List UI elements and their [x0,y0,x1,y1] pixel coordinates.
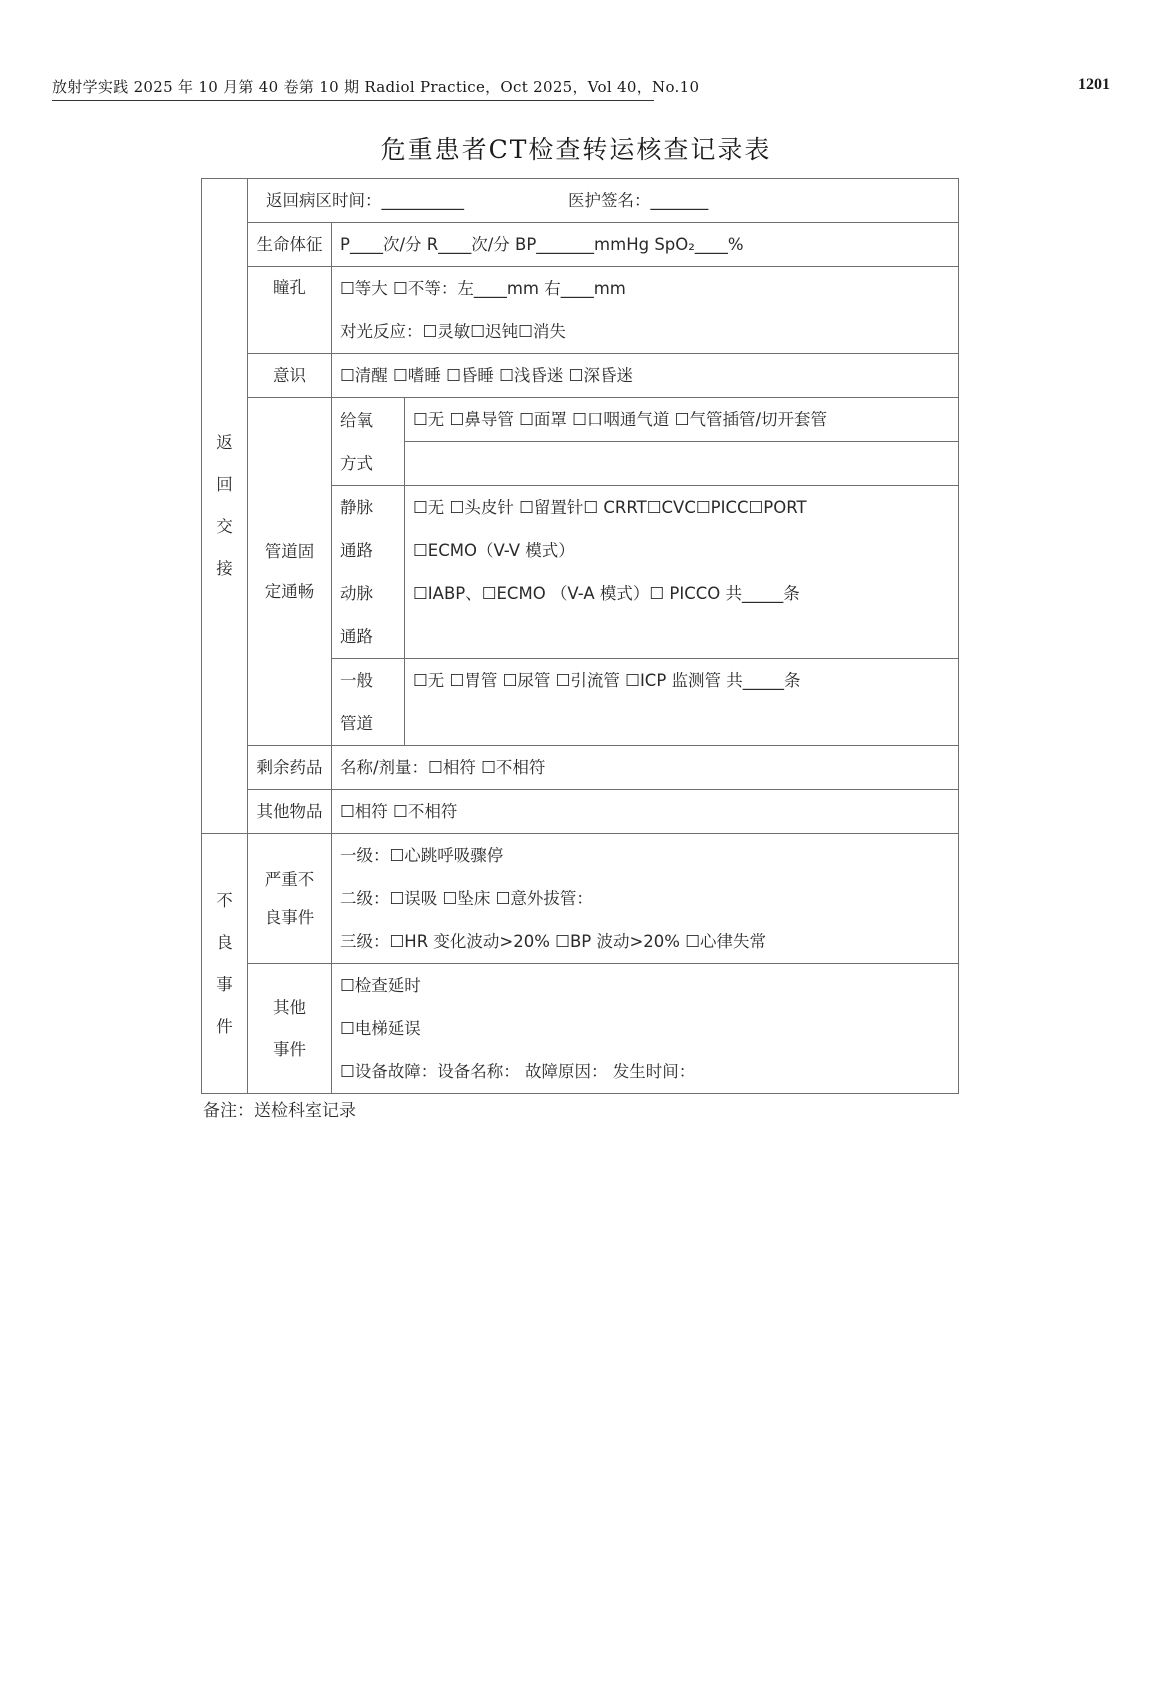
serious-level-2[interactable]: 二级：☐误吸 ☐坠床 ☐意外拔管： [340,889,593,908]
oxygen-empty-cell [405,442,959,486]
consciousness-row [202,354,959,398]
general-tube-options[interactable]: ☐无 ☐胃管 ☐尿管 ☐引流管 ☐ICP 监测管 共_____条 [413,671,801,690]
consciousness-label: 意识 [248,354,332,398]
pupil-label-text: 瞳孔 [273,278,306,297]
other-items-row [202,790,959,834]
serious-level-3[interactable]: 三级：☐HR 变化波动>20% ☐BP 波动>20% ☐心律失常 [340,932,766,951]
adverse-section-label [202,834,248,1094]
vascular-label-text: 静脉 通路 动脉 通路 [340,498,373,646]
consciousness-options[interactable]: ☐清醒 ☐嗜睡 ☐昏睡 ☐浅昏迷 ☐深昏迷 [340,366,633,385]
vitals-text[interactable]: P____次/分 R____次/分 BP_______mmHg SpO₂____% [340,235,744,254]
vein-options[interactable]: ☐无 ☐头皮针 ☐留置针☐ CRRT☐CVC☐PICC☐PORT [413,498,807,517]
general-tube-cell [405,659,959,746]
other-event-label-text: 其他 事件 [273,997,306,1059]
remaining-drug-row [202,746,959,790]
vein-ecmo-cell [405,529,959,572]
vitals-label: 生命体征 [248,223,332,267]
oxygen-label-text: 给氧 方式 [340,410,373,473]
other-event-equipment[interactable]: ☐设备故障：设备名称： 故障原因： 发生时间： [340,1062,696,1081]
vitals-cell [332,223,959,267]
other-event-label [248,964,332,1094]
other-items-cell [332,790,959,834]
serious-event-label [248,834,332,964]
vitals-row [202,223,959,267]
consciousness-cell [332,354,959,398]
return-time-field[interactable]: 返回病区时间：__________ [266,191,464,210]
transfer-checklist-table [201,178,959,1094]
journal-info: 放射学实践 2025 年 10 月第 40 卷第 10 期 Radiol Practice，Oct 2025，Vol 40，No.10 [52,78,700,96]
tube-label-text: 管道固 定通畅 [264,541,315,601]
oxygen-options-cell [405,398,959,442]
other-event-delay[interactable]: ☐检查延时 [340,976,421,995]
page-number: 1201 [1078,76,1110,93]
vein-options-cell [405,486,959,530]
pupil-row [202,267,959,354]
vein-ecmo-option[interactable]: ☐ECMO（V-V 模式） [413,541,575,560]
light-reflex-options[interactable]: 对光反应：☐灵敏☐迟钝☐消失 [340,322,566,341]
page-header [52,76,1110,102]
oxygen-options[interactable]: ☐无 ☐鼻导管 ☐面罩 ☐口咽通气道 ☐气管插管/切开套管 [413,410,827,429]
other-event-row [202,964,959,1094]
serious-event-row [202,834,959,964]
oxygen-row [202,398,959,442]
other-event-cell [332,964,959,1094]
pupil-cell [332,267,959,354]
adverse-section-text: 不 良 事 件 [216,890,233,1036]
other-items-label: 其他物品 [248,790,332,834]
return-time-cell [248,179,959,223]
remaining-drug-label: 剩余药品 [248,746,332,790]
serious-event-label-text: 严重不 良事件 [264,869,315,927]
serious-event-cell [332,834,959,964]
other-items-options[interactable]: ☐相符 ☐不相符 [340,802,458,821]
serious-level-1[interactable]: 一级：☐心跳呼吸骤停 [340,846,504,865]
return-time-row [202,179,959,223]
form-title: 危重患者CT检查转运核查记录表 [380,135,772,164]
pupil-size-options[interactable]: ☐等大 ☐不等：左____mm 右____mm [340,279,626,298]
artery-options[interactable]: ☐IABP、☐ECMO （V-A 模式）☐ PICCO 共_____条 [413,584,800,603]
footnote: 备注：送检科室记录 [203,1101,356,1121]
general-tube-label [332,659,405,746]
return-section-text: 返 回 交 接 [216,433,233,578]
tube-label [248,398,332,746]
other-event-elevator[interactable]: ☐电梯延误 [340,1019,421,1038]
return-section-label [202,179,248,834]
header-rule [52,100,654,101]
nurse-signature-field[interactable]: 医护签名：_______ [568,191,709,210]
pupil-label [248,267,332,354]
remaining-drug-options[interactable]: 名称/剂量：☐相符 ☐不相符 [340,758,546,777]
vascular-label [332,486,405,659]
oxygen-label [332,398,405,486]
general-tube-label-text: 一般 管道 [340,671,373,733]
remaining-drug-cell [332,746,959,790]
artery-options-cell [405,572,959,659]
